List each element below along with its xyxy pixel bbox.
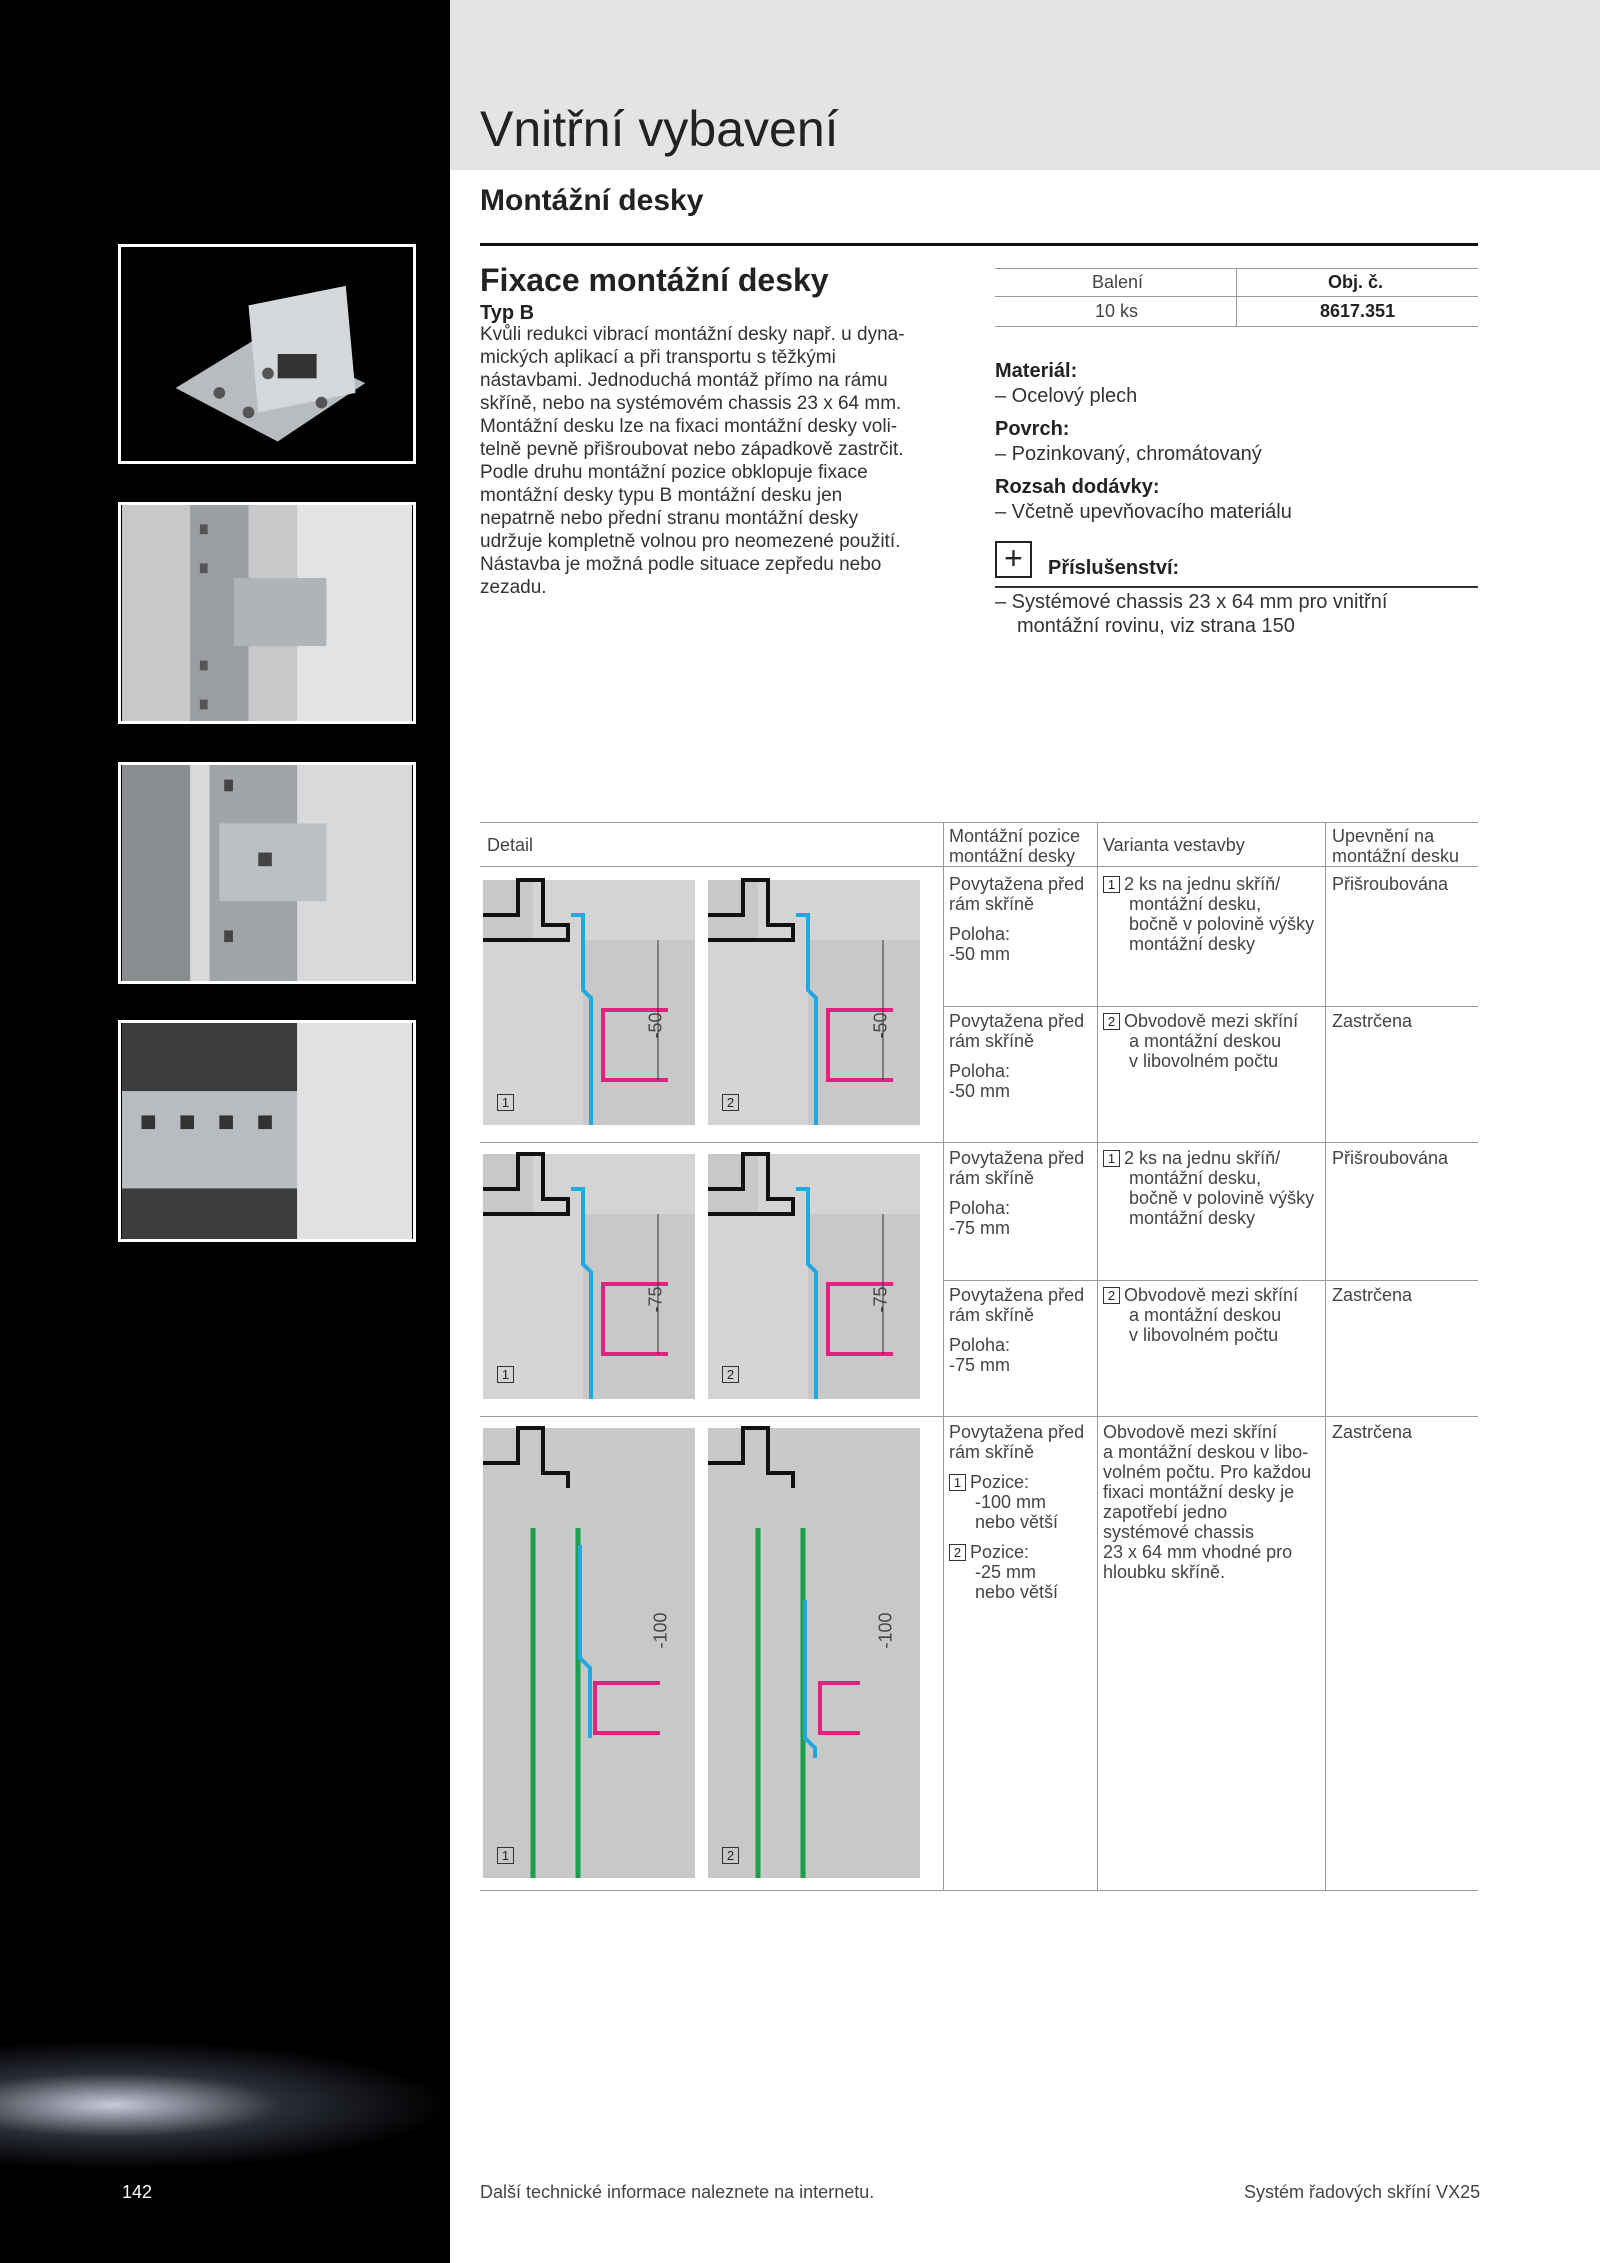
part-number: 8617.351: [1320, 301, 1396, 321]
product-type: Typ B: [480, 302, 535, 324]
scope-value: – Včetně upevňovacího materiálu: [995, 501, 1292, 523]
surface-label: Povrch:: [995, 418, 1070, 440]
footer-info: Další technické informace naleznete na internetu.: [480, 2182, 875, 2202]
page-number: 142: [122, 2182, 153, 2202]
product-description: Kvůli redukci vibrací montážní desky např. u dyna- mických aplikací a při transportu s těžkými nástavbami. Jednoduchá montáž přímo na rámu skříně, nebo na systémovém chassis 23 x 64 mm. Montážní desku lze na fixaci montážní desky voli- telně pevně přišroubovat nebo západkově zastrčit. Podle druhu montážní pozice obklopuje fixace montážní desky typu B montážní desku jen nepatrně nebo přední stranu montážní desky udržuje kompletně volnou pro neomezené použití. Nástavba je možná podle situace zepředu nebo zezadu.: [480, 324, 905, 598]
page-title: Vnitřní vybavení: [480, 101, 839, 157]
footer-series: Systém řadových skříní VX25: [1244, 2182, 1481, 2202]
section-title: Montážní desky: [480, 184, 704, 217]
surface-value: – Pozinkovaný, chromátovaný: [995, 443, 1262, 465]
product-name: Fixace montážní desky: [480, 262, 829, 298]
material-label: Materiál:: [995, 360, 1078, 382]
plus-icon: +: [995, 541, 1032, 578]
accessories-label: Příslušenství:: [1048, 557, 1180, 579]
material-value: – Ocelový plech: [995, 385, 1138, 407]
scope-label: Rozsah dodávky:: [995, 476, 1160, 498]
